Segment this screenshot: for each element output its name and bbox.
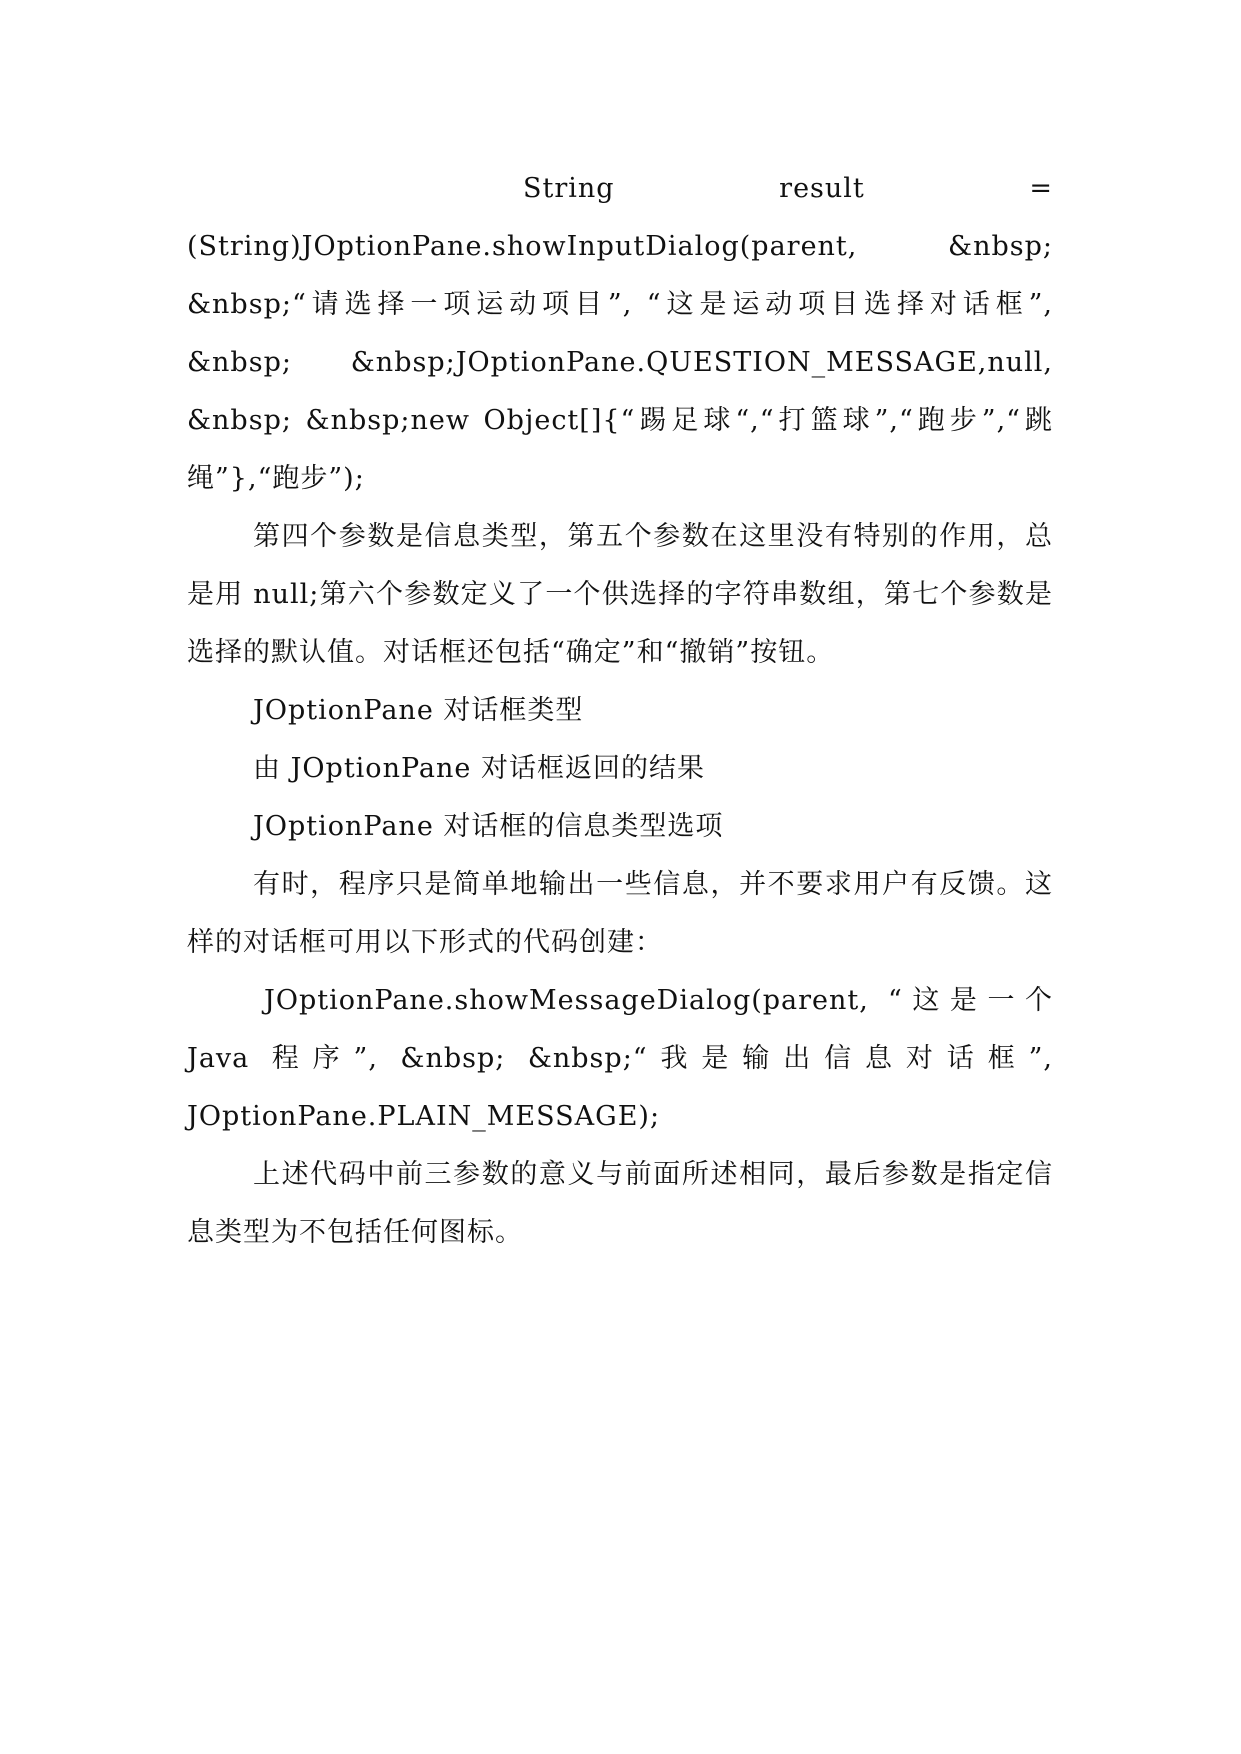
heading-message-types: JOptionPane 对话框的信息类型选项 [253, 811, 724, 842]
code-token: String [523, 173, 615, 204]
paragraph-params-explanation: 第四个参数是信息类型，第五个参数在这里没有特别的作用，总是用 null;第六个参数定义了一个供选择的字符串数组，第七个参数是选择的默认值。对话框还包括“确定”和“撤销”按钮。 [187, 521, 1053, 668]
code-token: = [1029, 173, 1053, 204]
code-body: (String)JOptionPane.showInputDialog(parent, &nbsp; &nbsp;“请选择一项运动项目”, “这是运动项目选择对话框”, &nbsp; &nbsp;JOptionPane.QUESTION_MESSAGE,null, &nbsp; &nbsp;new Object[]{“踢足球“,“打篮球”,“跑步”,“跳绳”},“跑步”); [187, 231, 1053, 494]
paragraph-conclusion: 上述代码中前三参数的意义与前面所述相同，最后参数是指定信息类型为不包括任何图标。 [187, 1159, 1053, 1248]
code-first-line [187, 160, 1053, 218]
code-snippet-input-dialog [187, 160, 1053, 508]
heading-dialog-types: JOptionPane 对话框类型 [253, 695, 584, 726]
code-token: result [779, 173, 865, 204]
document-page [187, 160, 1053, 1262]
paragraph-simple-output: 有时，程序只是简单地输出一些信息，并不要求用户有反馈。这样的对话框可用以下形式的代码创建： [187, 869, 1053, 958]
heading-dialog-results: 由 JOptionPane 对话框返回的结果 [253, 753, 705, 784]
code-snippet-message-dialog: JOptionPane.showMessageDialog(parent, “这是一个 Java 程序”, &nbsp; &nbsp;“我是输出信息对话框”, JOptionPane.PLAIN_MESSAGE); [187, 985, 1053, 1132]
